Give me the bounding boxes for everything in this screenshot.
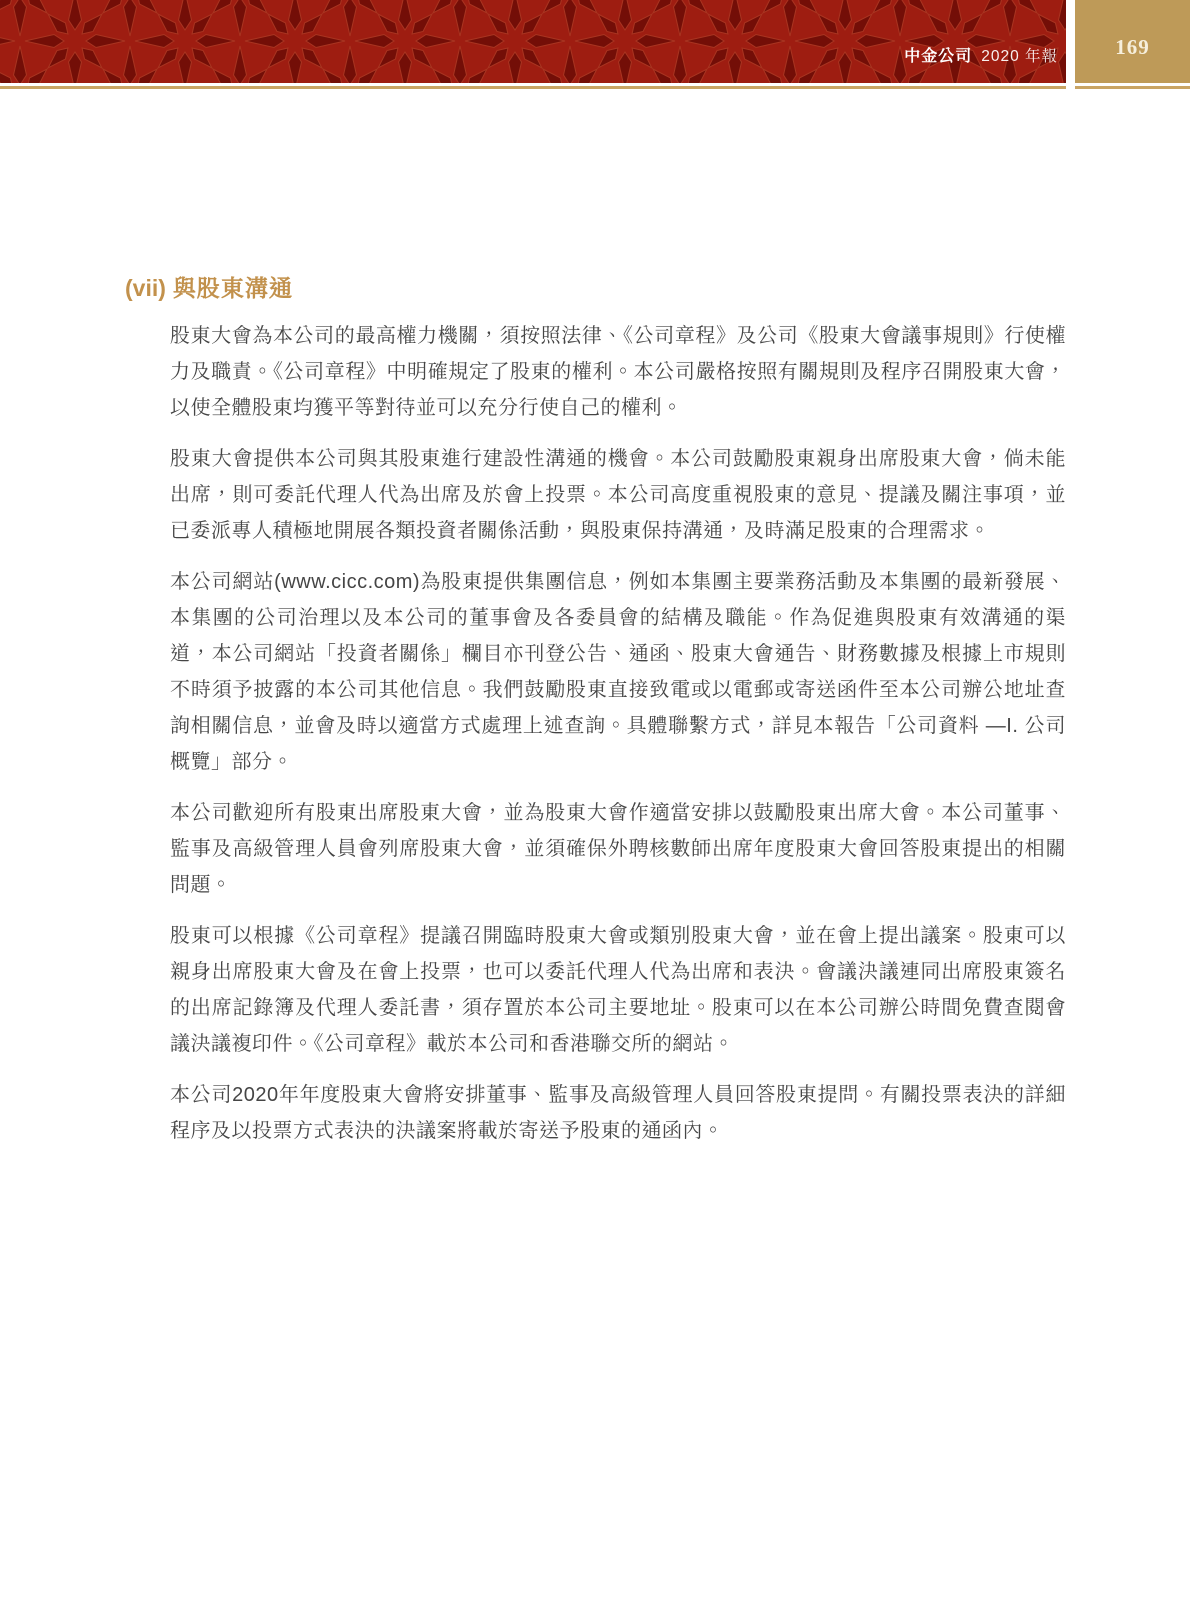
header-rule-gap	[1066, 86, 1075, 89]
header-rule-left	[0, 86, 1066, 89]
header-rule-right	[1075, 86, 1190, 89]
header-title	[904, 43, 1058, 66]
section-title	[125, 276, 1190, 300]
page-number: 169	[1115, 35, 1150, 59]
page-header	[0, 0, 1190, 83]
asanoha-pattern-icon	[0, 0, 1066, 83]
paragraph: 股東大會提供本公司與其股東進行建設性溝通的機會。本公司鼓勵股東親身出席股東大會，倘未能出席，則可委託代理人代為出席及於會上投票。本公司高度重視股東的意見、提議及關注事項，並已委派專人積極地開展各類投資者關係活動，與股東保持溝通，及時滿足股東的合理需求。	[170, 448, 1066, 542]
header-banner	[0, 0, 1066, 83]
section-number: (vii)	[125, 275, 166, 301]
section-body	[170, 318, 1066, 1149]
paragraph: 本公司歡迎所有股東出席股東大會，並為股東大會作適當安排以鼓勵股東出席大會。本公司董事、監事及高級管理人員會列席股東大會，並須確保外聘核數師出席年度股東大會回答股東提出的相關問題。	[170, 802, 1066, 896]
header-divider	[1066, 0, 1075, 83]
paragraph: 本公司網站(www.cicc.com)為股東提供集團信息，例如本集團主要業務活動及本集團的最新發展、本集團的公司治理以及本公司的董事會及各委員會的結構及職能。作為促進與股東有效溝通的渠道，本公司網站「投資者關係」欄目亦刊登公告、通函、股東大會通告、財務數據及根據上市規則不時須予披露的本公司其他信息。我們鼓勵股東直接致電或以電郵或寄送函件至本公司辦公地址查詢相關信息，並會及時以適當方式處理上述查詢。具體聯繫方式，詳見本報告「公司資料 —I. 公司概覽」部分。	[170, 571, 1066, 773]
report-year: 2020 年報	[981, 48, 1058, 65]
company-name: 中金公司	[904, 48, 973, 65]
header-rule	[0, 86, 1190, 89]
page-number-box	[1075, 0, 1190, 83]
paragraph: 股東大會為本公司的最高權力機關，須按照法律、《公司章程》及公司《股東大會議事規則》行使權力及職責。《公司章程》中明確規定了股東的權利。本公司嚴格按照有關規則及程序召開股東大會，以使全體股東均獲平等對待並可以充分行使自己的權利。	[170, 325, 1066, 419]
paragraph: 本公司2020年年度股東大會將安排董事、監事及高級管理人員回答股東提問。有關投票表決的詳細程序及以投票方式表決的決議案將載於寄送予股東的通函內。	[170, 1084, 1066, 1142]
paragraph: 股東可以根據《公司章程》提議召開臨時股東大會或類別股東大會，並在會上提出議案。股東可以親身出席股東大會及在會上投票，也可以委託代理人代為出席和表決。會議決議連同出席股東簽名的出席記錄簿及代理人委託書，須存置於本公司主要地址。股東可以在本公司辦公時間免費查閱會議決議複印件。《公司章程》載於本公司和香港聯交所的網站。	[170, 925, 1066, 1055]
section-title-text: 與股東溝通	[172, 275, 293, 301]
